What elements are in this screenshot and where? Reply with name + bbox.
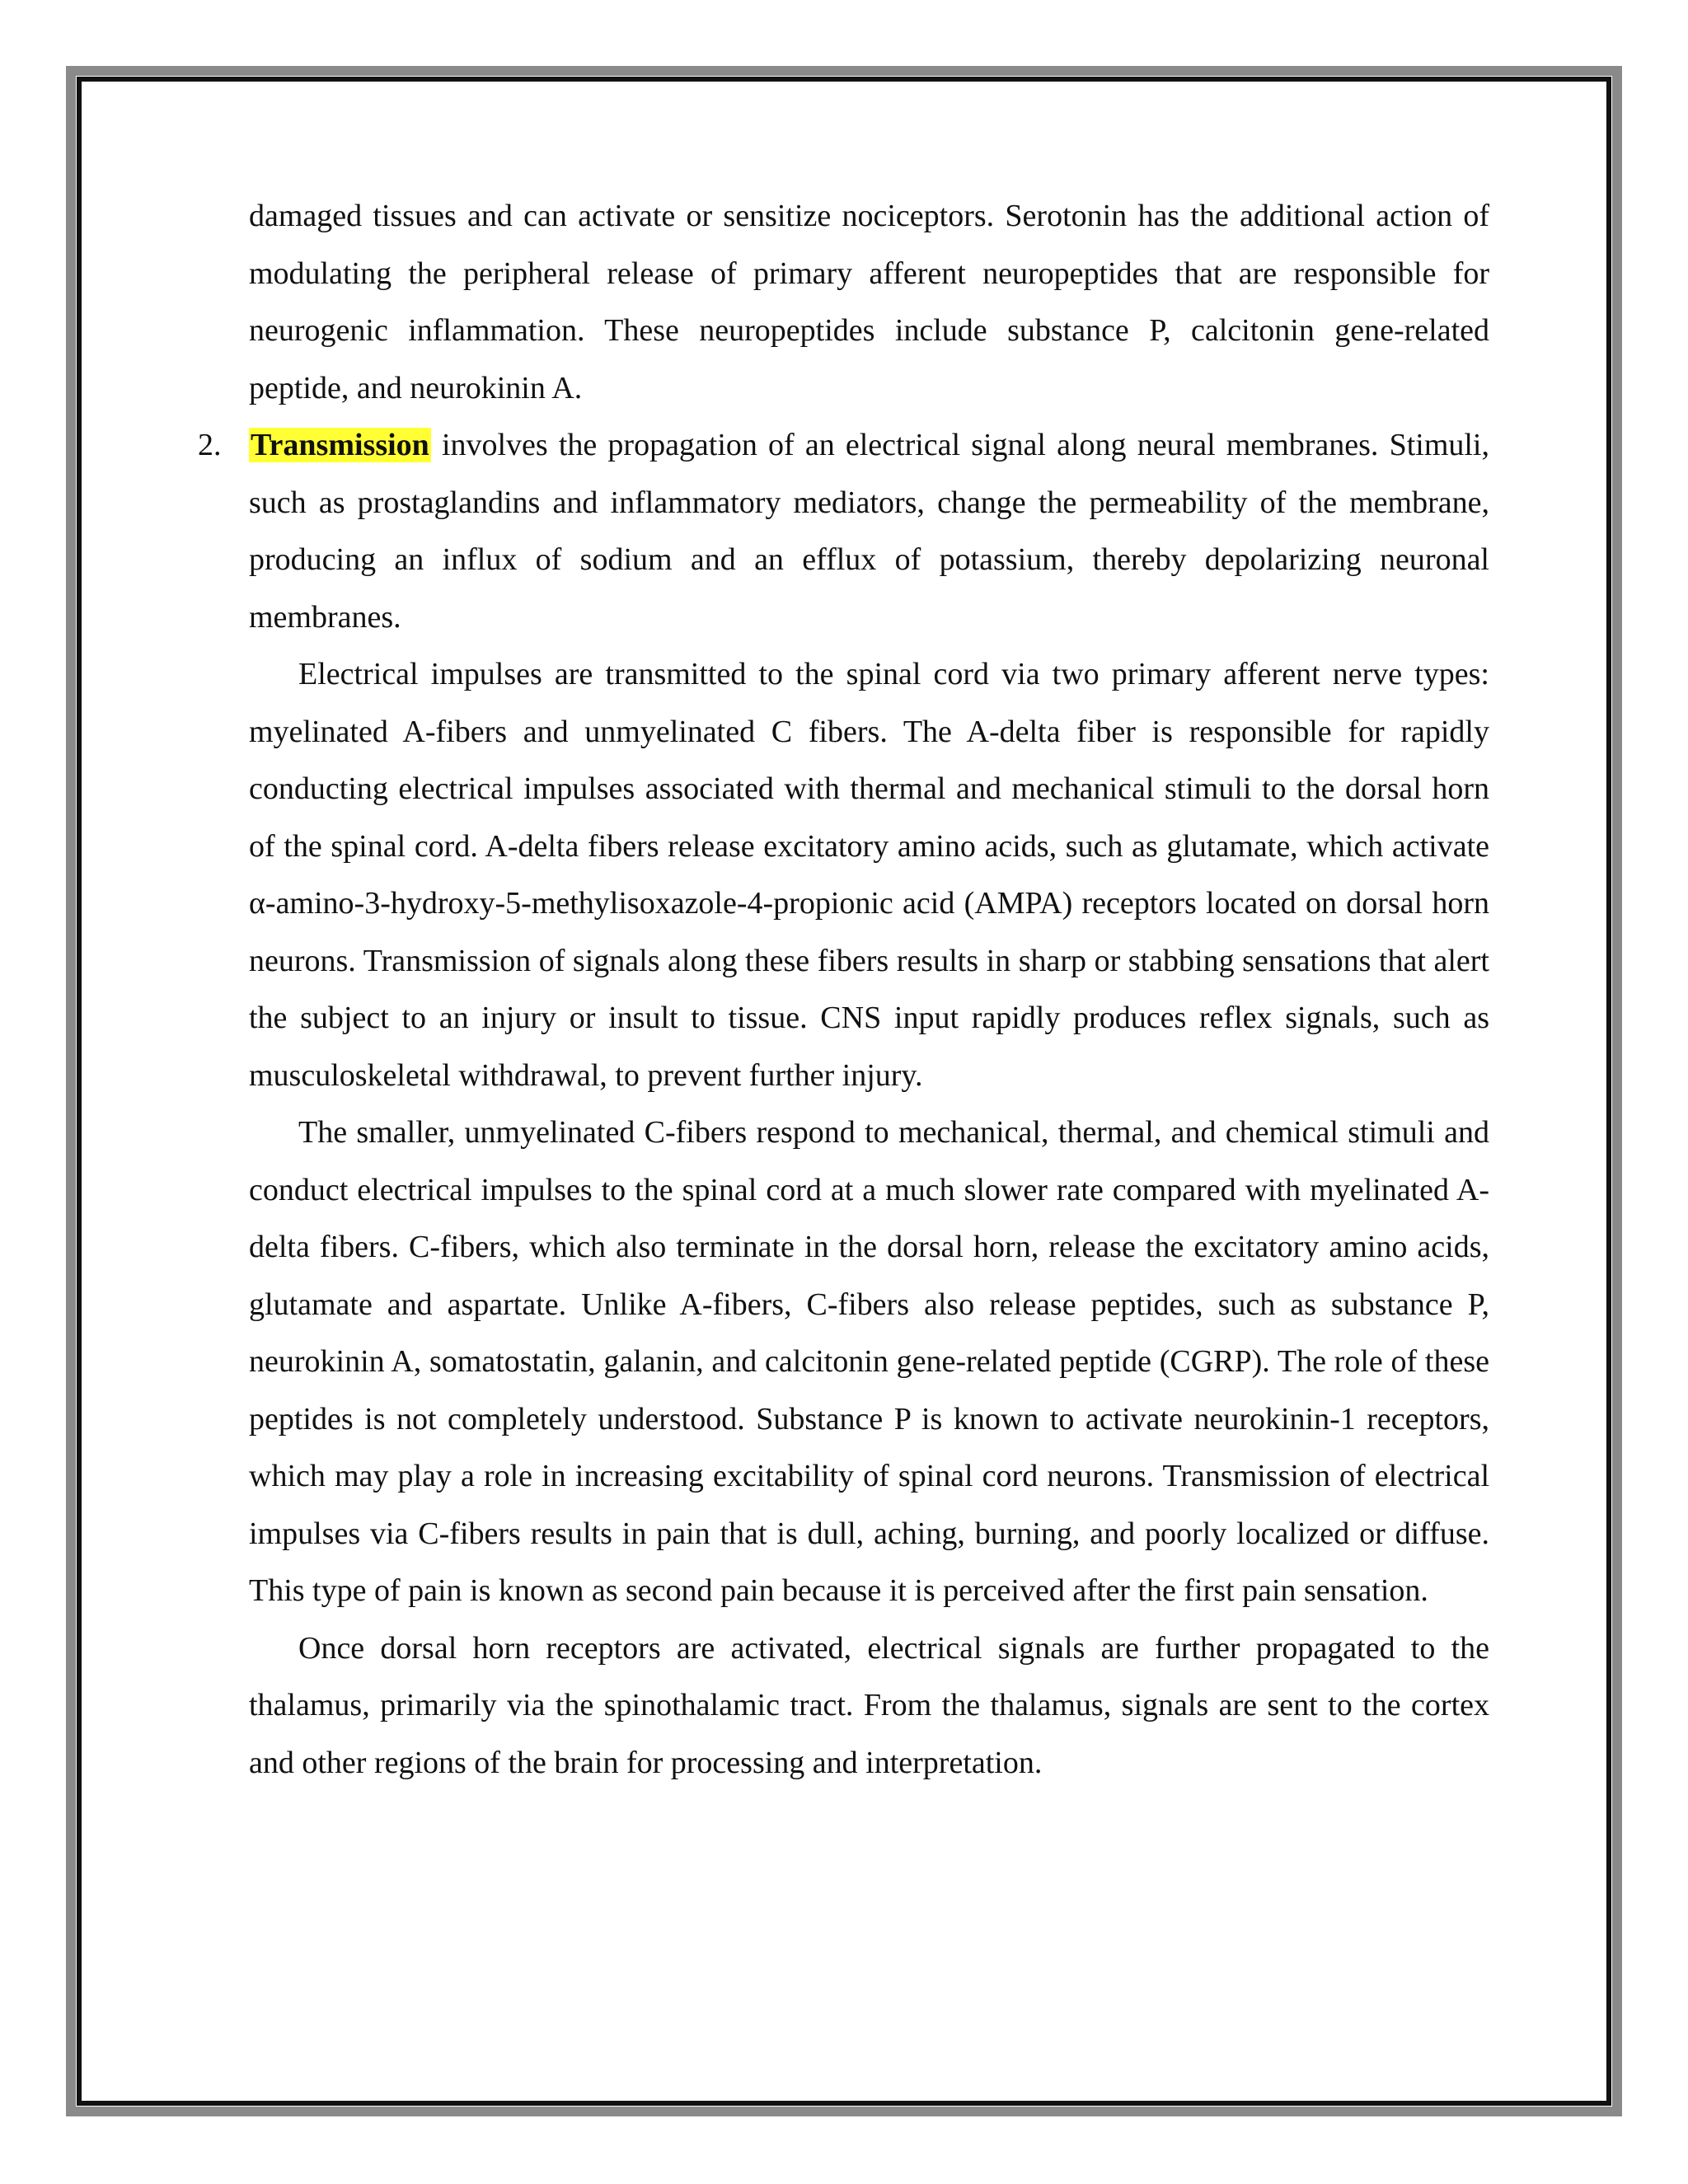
list-item-text: involves the propagation of an electrical signal along neural membranes. Stimuli, such as prostaglandins and inflammatory mediators, change the permeability of the membrane, producing an influx of sodium and an efflux of potassium, thereby depolarizing neuronal membranes.: [249, 428, 1489, 635]
highlighted-term: Transmission: [251, 428, 429, 462]
paragraph-c-fibers: The smaller, unmyelinated C-fibers respond to mechanical, thermal, and chemical stimuli and conduct electrical impulses to the spinal cord at a much slower rate compared with myelinated A-delta fibers. C-fibers, which also terminate in the dorsal horn, release the excitatory amino acids, glutamate and aspartate. Unlike A-fibers, C-fibers also release peptides, such as substance P, neurokinin A, somatostatin, galanin, and calcitonin gene-related peptide (CGRP). The role of these peptides is not completely understood. Substance P is known to activate neurokinin-1 receptors, which may play a role in increasing excitability of spinal cord neurons. Transmission of electrical impulses via C-fibers results in pain that is dull, aching, burning, and poorly localized or diffuse. This type of pain is known as second pain because it is perceived after the first pain sensation.: [249, 1115, 1489, 1608]
paragraph-continuation: damaged tissues and can activate or sensitize nociceptors. Serotonin has the additional action of modulating the peripheral release of primary afferent neuropeptides that are responsible for neurogenic inflammation. These neuropeptides include substance P, calcitonin gene-related peptide, and neurokinin A.: [249, 199, 1489, 405]
document-body: [198, 188, 1489, 1792]
paragraph-thalamus: Once dorsal horn receptors are activated, electrical signals are further propagated to the thalamus, primarily via the spinothalamic tract. From the thalamus, signals are sent to the cortex and other regions of the brain for processing and interpretation.: [249, 1630, 1489, 1780]
paragraph-a-delta-fibers: Electrical impulses are transmitted to the spinal cord via two primary afferent nerve types: myelinated A-fibers and unmyelinated C fibers. The A-delta fiber is responsible for rapidly conducting electrical impulses associated with thermal and mechanical stimuli to the dorsal horn of the spinal cord. A-delta fibers release excitatory amino acids, such as glutamate, which activate α-amino-3-hydroxy-5-methylisoxazole-4-propionic acid (AMPA) receptors located on dorsal horn neurons. Transmission of signals along these fibers results in sharp or stabbing sensations that alert the subject to an injury or insult to tissue. CNS input rapidly produces reflex signals, such as musculoskeletal withdrawal, to prevent further injury.: [249, 657, 1489, 1093]
list-number: 2.: [198, 428, 222, 462]
list-item-transmission: [198, 417, 1489, 646]
